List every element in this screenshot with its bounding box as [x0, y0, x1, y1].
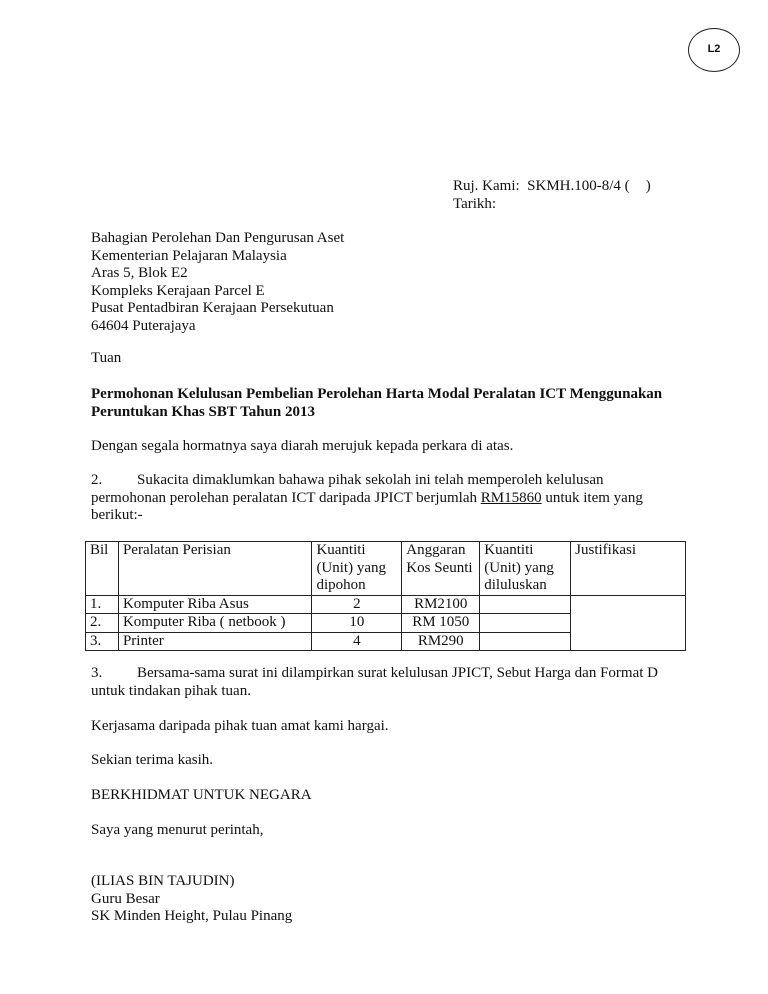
cell-approved	[480, 632, 571, 651]
cell-bil: 1.	[86, 595, 119, 614]
col-header-anggaran: Anggaran Kos Seunti	[402, 542, 480, 596]
cell-qty: 10	[312, 614, 402, 633]
cell-item: Komputer Riba Asus	[118, 595, 311, 614]
paragraph-3	[91, 665, 658, 700]
paragraph-number: 3.	[91, 665, 103, 681]
address-line: Pusat Pentadbiran Kerajaan Persekutuan	[91, 300, 334, 316]
paragraph-1: Dengan segala hormatnya saya diarah merujuk kepada perkara di atas.	[91, 438, 514, 454]
cell-bil: 3.	[86, 632, 119, 651]
cell-cost: RM 1050	[402, 614, 480, 633]
subject	[91, 386, 662, 421]
paragraph-text: berikut:-	[91, 507, 143, 523]
col-header-kuantiti-dipohon: Kuantiti (Unit) yang dipohon	[312, 542, 402, 596]
subject-line: Permohonan Kelulusan Pembelian Perolehan Harta Modal Peralatan ICT Menggunakan	[91, 386, 663, 402]
paragraph-text: Sukacita dimaklumkan bahawa pihak sekolah ini telah memperoleh kelulusan	[137, 472, 604, 488]
address-line: Kementerian Pelajaran Malaysia	[91, 247, 287, 264]
ruj-label: Ruj. Kami:	[453, 178, 520, 194]
signatory-title: Guru Besar	[91, 890, 160, 907]
motto: BERKHIDMAT UNTUK NEGARA	[91, 787, 312, 803]
col-header-kuantiti-diluluskan: Kuantiti (Unit) yang diluluskan	[480, 542, 571, 596]
paragraph-2	[91, 472, 643, 525]
address-line: Kompleks Kerajaan Parcel E	[91, 282, 265, 299]
cell-qty: 2	[312, 595, 402, 614]
signature-block	[91, 873, 292, 926]
ruj-close: )	[645, 178, 651, 194]
paragraph-text: untuk tindakan pihak tuan.	[91, 682, 251, 699]
equipment-table	[85, 541, 686, 651]
cell-cost: RM290	[402, 632, 480, 651]
paragraph-text: Bersama-sama surat ini dilampirkan surat kelulusan JPICT, Sebut Harga dan Format D	[137, 665, 659, 681]
col-header-bil: Bil	[86, 542, 119, 596]
table-row	[86, 595, 686, 614]
paragraph-4: Kerjasama daripada pihak tuan amat kami hargai.	[91, 718, 389, 734]
cell-approved	[480, 595, 571, 614]
paragraph-5: Sekian terima kasih.	[91, 752, 214, 768]
cell-item: Komputer Riba ( netbook )	[118, 614, 311, 633]
cell-item: Printer	[118, 632, 311, 651]
paragraph-number: 2.	[91, 472, 103, 488]
ruj-value: SKMH.100-8/4 (	[527, 178, 630, 194]
col-header-justifikasi: Justifikasi	[571, 542, 686, 596]
subject-line: Peruntukan Khas SBT Tahun 2013	[91, 403, 315, 420]
reference-block	[453, 178, 651, 213]
paragraph-text: untuk item yang	[541, 489, 643, 506]
address-line: 64604 Puterajaya	[91, 317, 196, 334]
reference-line	[453, 178, 651, 196]
closing: Saya yang menurut perintah,	[91, 822, 264, 838]
cell-approved	[480, 614, 571, 633]
page-label-badge: L2	[688, 28, 740, 72]
tarikh-label: Tarikh:	[453, 195, 497, 212]
recipient-address	[91, 230, 344, 335]
col-header-peralatan: Peralatan Perisian	[118, 542, 311, 596]
cell-justifikasi	[571, 595, 686, 651]
signatory-school: SK Minden Height, Pulau Pinang	[91, 908, 293, 924]
paragraph-text: permohonan perolehan peralatan ICT daripada JPICT berjumlah	[91, 489, 481, 506]
table-header-row	[86, 542, 686, 596]
signatory-name: (ILIAS BIN TAJUDIN)	[91, 873, 235, 889]
cell-qty: 4	[312, 632, 402, 651]
cell-cost: RM2100	[402, 595, 480, 614]
address-line: Aras 5, Blok E2	[91, 265, 188, 281]
cell-bil: 2.	[86, 614, 119, 633]
address-line: Bahagian Perolehan Dan Pengurusan Aset	[91, 230, 345, 246]
approved-amount: RM15860	[480, 489, 542, 506]
salutation: Tuan	[91, 350, 122, 366]
